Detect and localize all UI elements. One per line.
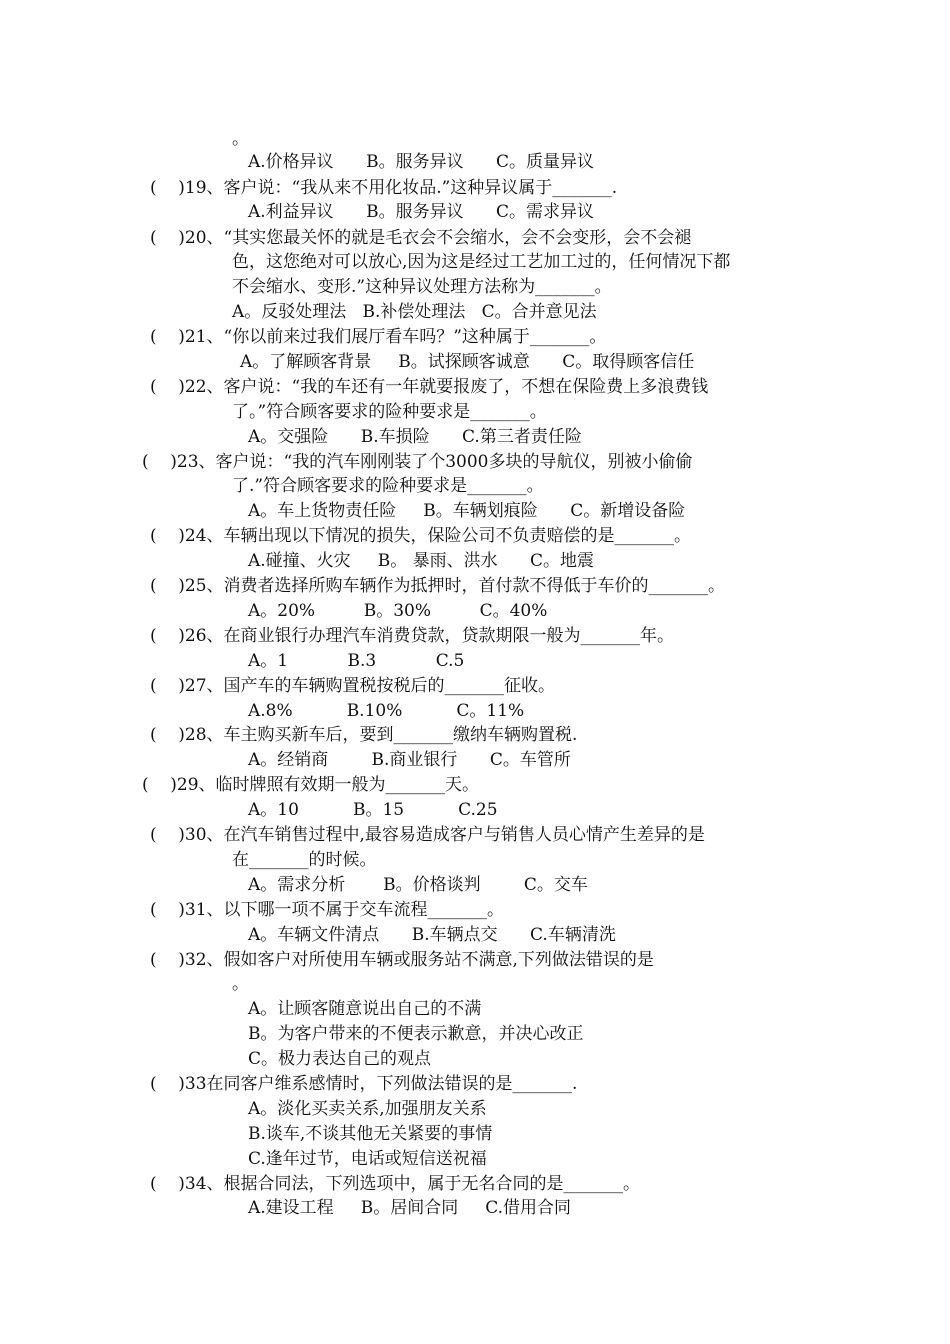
options-q26: A。1 B.3 C.5 (248, 651, 465, 671)
question-29: ( )29、临时牌照有效期一般为_______天。 (142, 775, 480, 795)
question-27: ( )27、国产车的车辆购置税按税后的_______征收。 (150, 676, 556, 696)
question-28: ( )28、车主购买新车后，要到_______缴纳车辆购置税. (150, 725, 578, 745)
options-q29: A。10 B。15 C.25 (248, 800, 498, 820)
options-q23: A。车上货物责任险 B。车辆划痕险 C。新增设备险 (248, 501, 686, 521)
options-q34: A.建设工程 B。居间合同 C.借用合同 (248, 1198, 572, 1218)
question-26: ( )26、在商业银行办理汽车消费贷款，贷款期限一般为_______年。 (150, 626, 675, 646)
question-19: ( )19、客户说：“我从来不用化妆品.”这种异议属于_______. (150, 178, 618, 198)
question-24: ( )24、车辆出现以下情况的损失，保险公司不负责赔偿的是_______。 (150, 526, 692, 546)
options-q21: A。了解顾客背景 B。试探顾客诚意 C。取得顾客信任 (240, 352, 695, 372)
options-q20: A。反驳处理法 B.补偿处理法 C。合并意见法 (232, 302, 597, 322)
option-q33-b: B.谈车,不谈其他无关紧要的事情 (248, 1124, 493, 1144)
options-q31: A。车辆文件清点 B.车辆点交 C.车辆清洗 (248, 925, 616, 945)
question-22-cont: 了。”符合顾客要求的险种要求是_______。 (232, 402, 547, 422)
question-20-cont-2: 不会缩水、变形.”这种异议处理方法称为_______。 (232, 277, 612, 297)
continuation-period: 。 (232, 129, 249, 149)
question-30: ( )30、在汽车销售过程中,最容易造成客户与销售人员心情产生差异的是 (150, 825, 705, 845)
option-q33-c: C.逢年过节，电话或短信送祝福 (248, 1149, 487, 1169)
option-q32-c: C。极力表达自己的观点 (248, 1049, 432, 1069)
options-q19: A.利益异议 B。服务异议 C。需求异议 (248, 202, 595, 222)
question-25: ( )25、消费者选择所购车辆作为抵押时，首付款不得低于车价的_______。 (150, 576, 726, 596)
question-31: ( )31、以下哪一项不属于交车流程_______。 (150, 900, 505, 920)
question-32: ( )32、假如客户对所使用车辆或服务站不满意,下列做法错误的是 (150, 950, 654, 970)
question-21: ( )21、“你以前来过我们展厅看车吗？”这种属于_______。 (150, 327, 607, 347)
question-33: ( )33在同客户维系感情时，下列做法错误的是_______. (150, 1074, 578, 1094)
options-q18: A.价格异议 B。服务异议 C。质量异议 (248, 152, 595, 172)
question-20: ( )20、“其实您最关怀的就是毛衣会不会缩水，会不会变形，会不会褪 (150, 228, 692, 248)
question-20-cont-1: 色，这您绝对可以放心,因为这是经过工艺加工过的，任何情况下都 (232, 252, 731, 272)
options-q27: A.8% B.10% C。11% (248, 701, 525, 721)
option-q32-b: B。为客户带来的不便表示歉意，并决心改正 (248, 1024, 584, 1044)
options-q30: A。需求分析 B。价格谈判 C。交车 (248, 875, 588, 895)
options-q24: A.碰撞、火灾 B。 暴雨、洪水 C。地震 (248, 551, 595, 571)
question-34: ( )34、根据合同法，下列选项中，属于无名合同的是_______。 (150, 1174, 641, 1194)
question-22: ( )22、客户说：“我的车还有一年就要报废了，不想在保险费上多浪费钱 (150, 377, 709, 397)
options-q25: A。20% B。30% C。40% (248, 601, 548, 621)
question-23-cont: 了.”符合顾客要求的险种要求是_______。 (232, 476, 544, 496)
question-23: ( )23、客户说：“我的汽车刚刚装了个3000多块的导航仪，别被小偷偷 (142, 452, 693, 472)
question-32-cont: 。 (232, 974, 249, 994)
options-q28: A。经销商 B.商业银行 C。车管所 (248, 750, 571, 770)
options-q22: A。交强险 B.车损险 C.第三者责任险 (248, 427, 582, 447)
question-30-cont: 在_______的时候。 (232, 850, 377, 870)
option-q33-a: A。淡化买卖关系,加强朋友关系 (248, 1099, 487, 1119)
option-q32-a: A。让顾客随意说出自己的不满 (248, 999, 482, 1019)
